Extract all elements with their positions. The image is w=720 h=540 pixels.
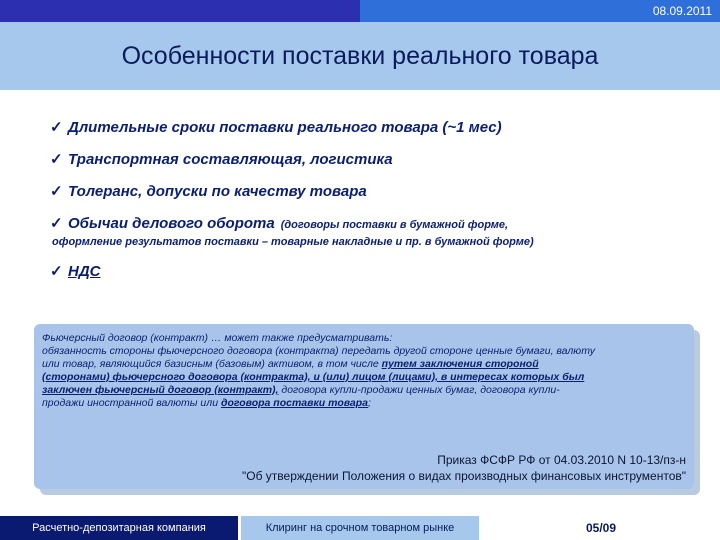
quote-emphasis: заключен фьючерсный договор (контракт), bbox=[42, 384, 279, 396]
bullet-item bbox=[50, 150, 710, 168]
footer-company: Расчетно-депозитарная компания bbox=[0, 516, 238, 540]
bullet-note-continued: оформление результатов поставки – товарные накладные и пр. в бумажной форме) bbox=[52, 236, 534, 248]
quote-line: Фьючерсный договор (контракт) … может также предусматривать: bbox=[42, 332, 393, 344]
header-bar-left bbox=[0, 0, 360, 22]
bullet-item bbox=[50, 262, 710, 280]
bullet-text: НДС bbox=[68, 263, 101, 280]
quote-line bbox=[42, 358, 686, 371]
quote-line: обязанность стороны фьючерсного договора (контракта) передать другой стороне ценные бумаги, валюту bbox=[42, 345, 595, 357]
quote-source bbox=[242, 452, 686, 484]
bullet-text: Обычаи делового оборота bbox=[68, 215, 275, 232]
page-number: 05/09 bbox=[482, 516, 720, 540]
quote-emphasis: договора поставки товара bbox=[220, 397, 369, 409]
header-date: 08.09.2011 bbox=[652, 4, 712, 18]
bullet-item bbox=[50, 182, 710, 200]
source-line: Приказ ФСФР РФ от 04.03.2010 N 10-13/пз-н bbox=[437, 453, 686, 467]
bullet-text: Длительные сроки поставки реального товара (~1 мес) bbox=[68, 119, 502, 136]
source-line: "Об утверждении Положения о видах производных финансовых инструментов" bbox=[241, 469, 686, 483]
quote-text: договора купли-продажи ценных бумаг, договора купли- bbox=[278, 384, 560, 396]
bullet-text: Толеранс, допуски по качеству товара bbox=[68, 183, 367, 200]
legal-quote-box bbox=[34, 324, 694, 489]
checkmark-icon: ✓ bbox=[50, 183, 63, 200]
checkmark-icon: ✓ bbox=[50, 215, 63, 232]
bullet-text: Транспортная составляющая, логистика bbox=[68, 151, 393, 168]
checkmark-icon: ✓ bbox=[50, 263, 63, 280]
bullet-note: (договоры поставки в бумажной форме, bbox=[280, 219, 509, 231]
footer-topic: Клиринг на срочном товарном рынке bbox=[241, 516, 479, 540]
bullet-list bbox=[50, 118, 710, 294]
quote-text: ; bbox=[368, 397, 371, 409]
quote-text: или товар, являющийся базисным (базовым) активом, в том числе bbox=[42, 358, 382, 370]
quote-line bbox=[42, 371, 686, 384]
quote-emphasis: путем заключения стороной bbox=[381, 358, 539, 370]
quote-emphasis: (сторонами) фьючерсного договора (контракта), и (или) лицом (лицами), в интересах которых был bbox=[42, 371, 585, 383]
slide-title: Особенности поставки реального товара bbox=[121, 41, 599, 70]
bullet-item bbox=[50, 118, 710, 136]
bullet-item bbox=[50, 214, 710, 232]
quote-text: продажи иностранной валюты или bbox=[42, 397, 221, 409]
quote-line bbox=[42, 397, 686, 410]
checkmark-icon: ✓ bbox=[50, 151, 63, 168]
quote-line bbox=[42, 384, 686, 397]
checkmark-icon: ✓ bbox=[50, 119, 63, 136]
